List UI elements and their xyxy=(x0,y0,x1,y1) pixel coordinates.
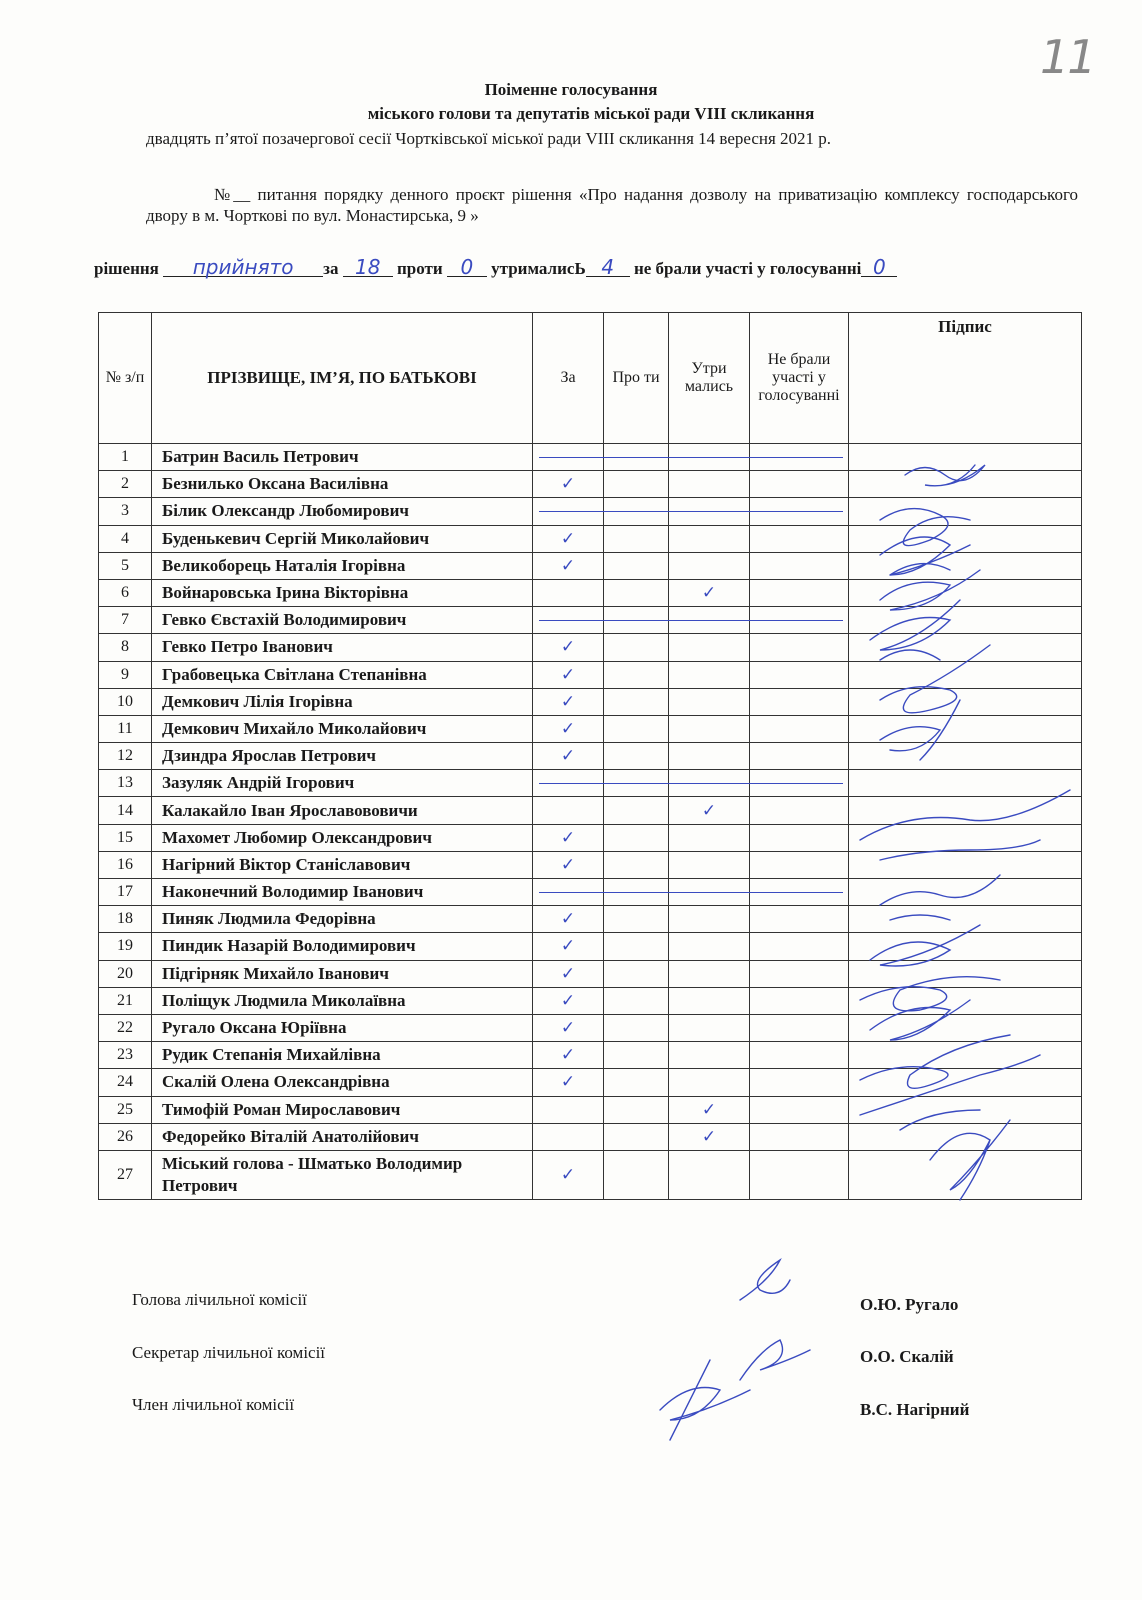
signature-cell xyxy=(849,525,1082,552)
check-mark-icon: ✓ xyxy=(701,1099,717,1120)
vote-cell-not-voted xyxy=(750,1150,849,1199)
chair-name: О.Ю. Ругало xyxy=(860,1295,959,1314)
vote-cell-against xyxy=(604,1096,669,1123)
signature-cell xyxy=(849,987,1082,1014)
vote-cell-for xyxy=(533,1150,604,1199)
vote-cell-abstained xyxy=(669,1014,750,1041)
row-number: 23 xyxy=(99,1042,152,1069)
row-number: 6 xyxy=(99,579,152,606)
table-row xyxy=(99,552,1082,579)
vote-cell-for xyxy=(533,1096,604,1123)
row-name: Гевко Петро Іванович xyxy=(152,634,533,661)
vote-cell-not-voted xyxy=(750,797,849,824)
vote-cell-not-voted xyxy=(750,960,849,987)
header-abstained: Утри мались xyxy=(669,313,750,444)
vote-cell-abstained xyxy=(669,471,750,498)
check-mark-icon: ✓ xyxy=(560,1072,576,1093)
vote-cell-against xyxy=(604,552,669,579)
row-number: 24 xyxy=(99,1069,152,1096)
row-number: 21 xyxy=(99,987,152,1014)
vote-cell-not-voted xyxy=(750,688,849,715)
vote-cell-for xyxy=(533,1042,604,1069)
table-row xyxy=(99,824,1082,851)
vote-cell-for xyxy=(533,851,604,878)
signature-scribble-icon xyxy=(740,1340,810,1380)
table-row xyxy=(99,634,1082,661)
decision-result: прийнято xyxy=(163,258,323,277)
vote-cell-against xyxy=(604,851,669,878)
vote-cell-abstained xyxy=(669,987,750,1014)
row-number: 22 xyxy=(99,1014,152,1041)
check-mark-icon: ✓ xyxy=(560,827,576,848)
row-name: Войнаровська Ірина Вікторівна xyxy=(152,579,533,606)
row-number: 12 xyxy=(99,743,152,770)
check-mark-icon: ✓ xyxy=(560,474,576,495)
row-name: Зазуляк Андрій Ігорович xyxy=(152,770,533,797)
row-name: Міський голова - Шматько Володимир Петрович xyxy=(152,1150,533,1199)
vote-cell-abstained xyxy=(669,634,750,661)
signature-cell xyxy=(849,1042,1082,1069)
document-subtitle: міського голови та депутатів міської ради VIII скликання xyxy=(367,104,815,123)
signature-cell xyxy=(849,824,1082,851)
signature-cell xyxy=(849,906,1082,933)
row-number: 2 xyxy=(99,471,152,498)
absent-dash-line xyxy=(539,620,843,621)
vote-cell-abstained xyxy=(669,797,750,824)
row-name: Дзиндра Ярослав Петрович xyxy=(152,743,533,770)
signature-cell xyxy=(849,770,1082,797)
table-row xyxy=(99,688,1082,715)
row-number: 18 xyxy=(99,906,152,933)
row-number: 27 xyxy=(99,1150,152,1199)
vote-cell-for xyxy=(533,552,604,579)
vote-cell-against xyxy=(604,824,669,851)
absent-dash-line xyxy=(539,457,843,458)
absent-dash-line xyxy=(539,892,843,893)
row-name: Пиняк Людмила Федорівна xyxy=(152,906,533,933)
row-name: Ругало Оксана Юріївна xyxy=(152,1014,533,1041)
vote-cell-against xyxy=(604,960,669,987)
check-mark-icon: ✓ xyxy=(560,1018,576,1039)
signature-cell xyxy=(849,1096,1082,1123)
row-name: Махомет Любомир Олександрович xyxy=(152,824,533,851)
row-number: 8 xyxy=(99,634,152,661)
vote-cell-abstained xyxy=(669,552,750,579)
vote-cell-against xyxy=(604,471,669,498)
vote-cell-abstained xyxy=(669,906,750,933)
row-number: 11 xyxy=(99,715,152,742)
absent-dash-line xyxy=(539,511,843,512)
vote-cell-not-voted xyxy=(750,933,849,960)
table-row xyxy=(99,1042,1082,1069)
vote-cell-for xyxy=(533,1069,604,1096)
signature-cell xyxy=(849,879,1082,906)
signature-cell xyxy=(849,933,1082,960)
vote-cell-against xyxy=(604,715,669,742)
vote-cell-abstained xyxy=(669,1150,750,1199)
row-name: Білик Олександр Любомирович xyxy=(152,498,533,525)
absent-dash-line xyxy=(539,783,843,784)
row-number: 19 xyxy=(99,933,152,960)
row-name: Великоборець Наталія Ігорівна xyxy=(152,552,533,579)
vote-cell-against xyxy=(604,1150,669,1199)
vote-cell-abstained xyxy=(669,960,750,987)
vote-cell-against xyxy=(604,634,669,661)
row-name: Грабовецька Світлана Степанівна xyxy=(152,661,533,688)
row-name: Гевко Євстахій Володимирович xyxy=(152,607,533,634)
row-number: 4 xyxy=(99,525,152,552)
vote-cell-not-voted xyxy=(750,1123,849,1150)
header-num: № з/п xyxy=(99,313,152,444)
vote-cell-not-voted xyxy=(750,987,849,1014)
table-row xyxy=(99,743,1082,770)
chair-label: Голова лічильної комісії xyxy=(132,1290,307,1309)
vote-cell-abstained xyxy=(669,743,750,770)
header-name: ПРІЗВИЩЕ, ІМ’Я, ПО БАТЬКОВІ xyxy=(152,313,533,444)
abstained-label: утрималисЬ xyxy=(491,259,586,278)
vote-table xyxy=(98,312,1082,1200)
header-against: Про ти xyxy=(604,313,669,444)
table-row xyxy=(99,933,1082,960)
check-mark-icon: ✓ xyxy=(560,936,576,957)
abstained-count: 4 xyxy=(586,258,630,277)
row-number: 17 xyxy=(99,879,152,906)
vote-cell-against xyxy=(604,579,669,606)
header-for: За xyxy=(533,313,604,444)
table-row xyxy=(99,471,1082,498)
check-mark-icon: ✓ xyxy=(560,664,576,685)
vote-cell-abstained xyxy=(669,1069,750,1096)
table-row xyxy=(99,1123,1082,1150)
vote-cell-for xyxy=(533,525,604,552)
header-signature: Підпис xyxy=(849,313,1082,444)
vote-cell-against xyxy=(604,1042,669,1069)
check-mark-icon: ✓ xyxy=(560,718,576,739)
vote-cell-abstained xyxy=(669,661,750,688)
vote-cell-not-voted xyxy=(750,743,849,770)
row-name: Буденькевич Сергій Миколайович xyxy=(152,525,533,552)
vote-cell-abstained xyxy=(669,1096,750,1123)
vote-cell-not-voted xyxy=(750,906,849,933)
vote-cell-against xyxy=(604,933,669,960)
row-number: 3 xyxy=(99,498,152,525)
against-label: проти xyxy=(396,259,443,278)
check-mark-icon: ✓ xyxy=(560,1164,576,1185)
row-number: 7 xyxy=(99,607,152,634)
signature-cell xyxy=(849,688,1082,715)
table-row xyxy=(99,1096,1082,1123)
vote-cell-for xyxy=(533,1123,604,1150)
table-row xyxy=(99,851,1082,878)
for-label: за xyxy=(323,259,339,278)
vote-cell-for xyxy=(533,661,604,688)
row-name: Пиндик Назарій Володимирович xyxy=(152,933,533,960)
vote-cell-not-voted xyxy=(750,634,849,661)
table-row xyxy=(99,715,1082,742)
vote-cell-against xyxy=(604,1014,669,1041)
row-number: 1 xyxy=(99,444,152,471)
signature-cell xyxy=(849,1014,1082,1041)
row-number: 9 xyxy=(99,661,152,688)
secretary-label: Секретар лічильної комісії xyxy=(132,1343,326,1362)
row-name: Калакайло Іван Ярославововичи xyxy=(152,797,533,824)
row-name: Федорейко Віталій Анатолійович xyxy=(152,1123,533,1150)
vote-cell-against xyxy=(604,797,669,824)
check-mark-icon: ✓ xyxy=(560,746,576,767)
check-mark-icon: ✓ xyxy=(560,854,576,875)
vote-cell-for xyxy=(533,579,604,606)
table-row xyxy=(99,797,1082,824)
check-mark-icon: ✓ xyxy=(560,528,576,549)
vote-cell-for xyxy=(533,987,604,1014)
decision-label: рішення xyxy=(94,259,159,278)
row-number: 25 xyxy=(99,1096,152,1123)
member-label: Член лічильної комісії xyxy=(132,1395,295,1414)
table-row xyxy=(99,960,1082,987)
vote-cell-against xyxy=(604,987,669,1014)
signature-cell xyxy=(849,634,1082,661)
vote-cell-abstained xyxy=(669,579,750,606)
table-row xyxy=(99,1150,1082,1199)
row-number: 10 xyxy=(99,688,152,715)
check-mark-icon: ✓ xyxy=(560,691,576,712)
row-name: Демкович Михайло Миколайович xyxy=(152,715,533,742)
vote-cell-for xyxy=(533,688,604,715)
secretary-name: О.О. Скалій xyxy=(860,1347,954,1366)
vote-cell-abstained xyxy=(669,851,750,878)
signature-cell xyxy=(849,797,1082,824)
decision-line xyxy=(94,255,1084,279)
table-row xyxy=(99,579,1082,606)
signature-cell xyxy=(849,579,1082,606)
session-text: двадцять п’ятої позачергової сесії Чортківської міської ради VIII скликання 14 вересня 2021 р. xyxy=(146,129,832,148)
vote-cell-not-voted xyxy=(750,1042,849,1069)
vote-cell-not-voted xyxy=(750,851,849,878)
vote-cell-for xyxy=(533,797,604,824)
signature-cell xyxy=(849,498,1082,525)
vote-cell-against xyxy=(604,906,669,933)
row-name: Скалій Олена Олександрівна xyxy=(152,1069,533,1096)
vote-cell-abstained xyxy=(669,525,750,552)
vote-cell-against xyxy=(604,525,669,552)
vote-cell-abstained xyxy=(669,1042,750,1069)
check-mark-icon: ✓ xyxy=(560,637,576,658)
vote-cell-not-voted xyxy=(750,824,849,851)
row-name: Безнилько Оксана Василівна xyxy=(152,471,533,498)
check-mark-icon: ✓ xyxy=(560,1045,576,1066)
vote-cell-abstained xyxy=(669,824,750,851)
document-title: Поіменне голосування xyxy=(484,80,658,99)
vote-cell-for xyxy=(533,634,604,661)
signature-cell xyxy=(849,1069,1082,1096)
vote-cell-for xyxy=(533,471,604,498)
row-number: 26 xyxy=(99,1123,152,1150)
table-row xyxy=(99,1069,1082,1096)
signature-cell xyxy=(849,743,1082,770)
row-number: 15 xyxy=(99,824,152,851)
vote-cell-for xyxy=(533,743,604,770)
signature-cell xyxy=(849,1123,1082,1150)
not-voted-count: 0 xyxy=(861,258,897,277)
vote-cell-not-voted xyxy=(750,1096,849,1123)
vote-cell-not-voted xyxy=(750,715,849,742)
row-number: 5 xyxy=(99,552,152,579)
signature-cell xyxy=(849,444,1082,471)
signature-cell xyxy=(849,607,1082,634)
vote-cell-for xyxy=(533,933,604,960)
row-name: Поліщук Людмила Миколаївна xyxy=(152,987,533,1014)
row-name: Тимофій Роман Мирославович xyxy=(152,1096,533,1123)
check-mark-icon: ✓ xyxy=(560,990,576,1011)
signature-cell xyxy=(849,1150,1082,1199)
row-name: Наконечний Володимир Іванович xyxy=(152,879,533,906)
header-not-voted: Не брали участі у голосуванні xyxy=(750,313,849,444)
table-row xyxy=(99,525,1082,552)
signature-cell xyxy=(849,552,1082,579)
vote-cell-not-voted xyxy=(750,552,849,579)
signature-cell xyxy=(849,471,1082,498)
row-name: Нагірний Віктор Станіславович xyxy=(152,851,533,878)
vote-cell-not-voted xyxy=(750,1014,849,1041)
table-row xyxy=(99,1014,1082,1041)
signature-cell xyxy=(849,661,1082,688)
for-count: 18 xyxy=(343,258,393,277)
vote-cell-for xyxy=(533,715,604,742)
agenda-text: №__ питання порядку денного проєкт рішення «Про надання дозволу на приватизацію комплексу господарського двору в м. Чорткові по вул. Монастирська, 9 » xyxy=(146,185,1078,225)
row-name: Рудик Степанія Михайлівна xyxy=(152,1042,533,1069)
signature-scribble-icon xyxy=(740,1260,790,1300)
vote-cell-not-voted xyxy=(750,1069,849,1096)
table-row xyxy=(99,906,1082,933)
check-mark-icon: ✓ xyxy=(701,583,717,604)
row-name: Демкович Лілія Ігорівна xyxy=(152,688,533,715)
vote-cell-abstained xyxy=(669,688,750,715)
table-row xyxy=(99,661,1082,688)
check-mark-icon: ✓ xyxy=(701,1126,717,1147)
vote-cell-against xyxy=(604,1069,669,1096)
row-number: 14 xyxy=(99,797,152,824)
vote-cell-not-voted xyxy=(750,471,849,498)
vote-cell-not-voted xyxy=(750,579,849,606)
row-number: 13 xyxy=(99,770,152,797)
page-number: 11 xyxy=(1040,30,1095,84)
row-name: Батрин Василь Петрович xyxy=(152,444,533,471)
vote-cell-against xyxy=(604,743,669,770)
not-voted-label: не брали участі у голосуванні xyxy=(633,259,862,278)
row-number: 16 xyxy=(99,851,152,878)
vote-cell-not-voted xyxy=(750,525,849,552)
table-row xyxy=(99,987,1082,1014)
table-header-row xyxy=(99,313,1082,444)
vote-cell-for xyxy=(533,906,604,933)
vote-cell-for xyxy=(533,1014,604,1041)
check-mark-icon: ✓ xyxy=(701,800,717,821)
vote-cell-for xyxy=(533,824,604,851)
check-mark-icon: ✓ xyxy=(560,963,576,984)
member-name: В.С. Нагірний xyxy=(860,1400,970,1419)
check-mark-icon: ✓ xyxy=(560,555,576,576)
vote-cell-against xyxy=(604,661,669,688)
against-count: 0 xyxy=(447,258,487,277)
vote-cell-abstained xyxy=(669,1123,750,1150)
check-mark-icon: ✓ xyxy=(560,909,576,930)
row-name: Підгірняк Михайло Іванович xyxy=(152,960,533,987)
vote-cell-not-voted xyxy=(750,661,849,688)
signature-scribble-icon xyxy=(660,1360,750,1440)
row-number: 20 xyxy=(99,960,152,987)
signature-cell xyxy=(849,715,1082,742)
vote-cell-against xyxy=(604,1123,669,1150)
vote-cell-against xyxy=(604,688,669,715)
vote-cell-for xyxy=(533,960,604,987)
vote-cell-abstained xyxy=(669,715,750,742)
vote-cell-abstained xyxy=(669,933,750,960)
signature-cell xyxy=(849,851,1082,878)
signature-cell xyxy=(849,960,1082,987)
